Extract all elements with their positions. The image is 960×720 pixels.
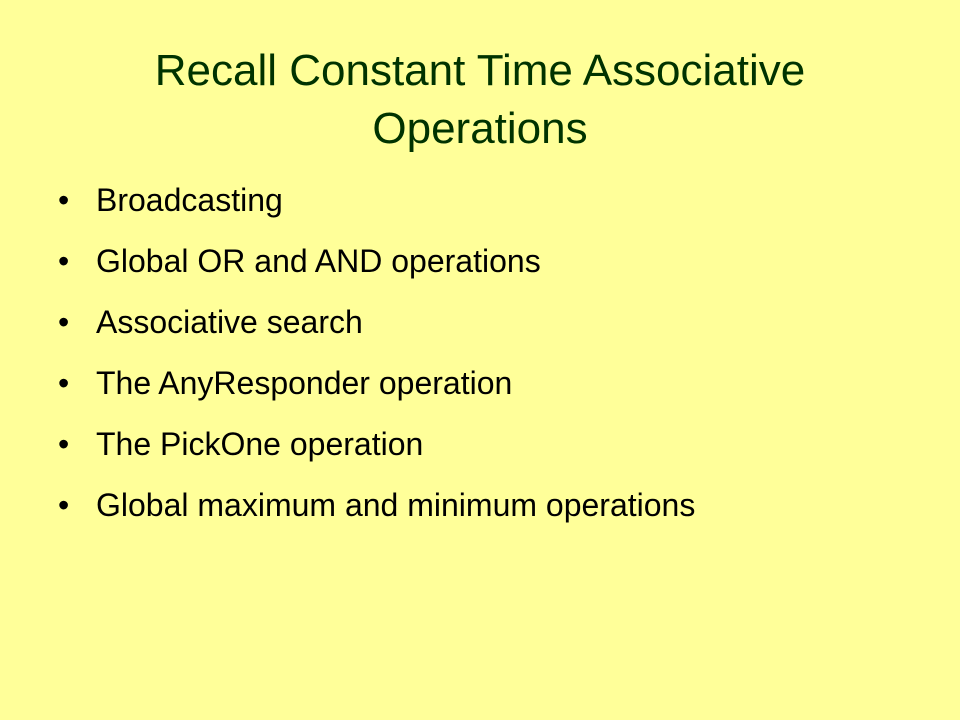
bullet-item xyxy=(58,483,938,528)
bullet-text: The AnyResponder operation xyxy=(96,365,513,401)
bullet-list xyxy=(58,178,938,544)
bullet-item xyxy=(58,178,938,223)
bullet-text: The PickOne operation xyxy=(96,426,424,462)
bullet-dot: • xyxy=(58,304,70,340)
bullet-dot: • xyxy=(58,243,70,279)
bullet-dot: • xyxy=(58,182,70,218)
bullet-dot: • xyxy=(58,487,70,523)
slide-title: Recall Constant Time Associative Operations xyxy=(154,46,806,153)
bullet-item xyxy=(58,361,938,406)
bullet-text: Broadcasting xyxy=(96,182,283,218)
bullet-dot: • xyxy=(58,365,70,401)
bullet-item xyxy=(58,300,938,345)
bullet-dot: • xyxy=(58,426,70,462)
bullet-item xyxy=(58,422,938,467)
bullet-text: Global OR and AND operations xyxy=(96,243,541,279)
bullet-item xyxy=(58,239,938,284)
bullet-text: Global maximum and minimum operations xyxy=(96,487,696,523)
bullet-text: Associative search xyxy=(96,304,363,340)
